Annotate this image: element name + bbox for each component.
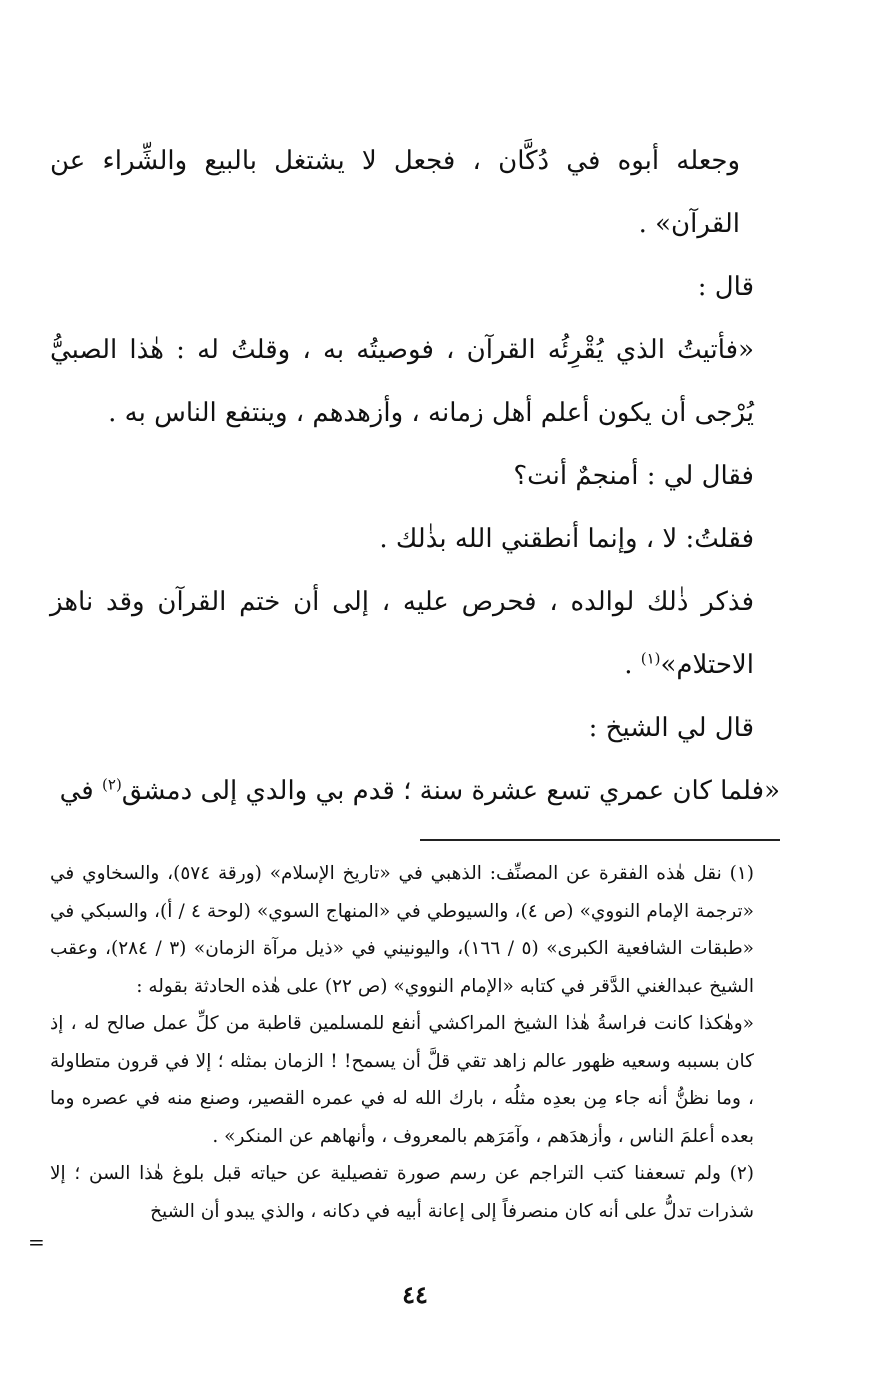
footnote-reference: (٢): [102, 775, 122, 794]
paragraph: قال :: [697, 272, 754, 302]
paragraph: «فأتيتُ الذي يُقْرِئُه القرآن ، فوصيتُه به ، وقلتُ له : هٰذا الصبيُّ يُرْجى أن يكون أعلم أهل زمانه ، وأزهدهم ، وينتفع الناس به .: [50, 335, 754, 428]
book-page: [28, 130, 780, 1360]
paragraph: فقال لي : أمنجمٌ أنت؟: [513, 461, 754, 491]
paragraph-text: «فلما كان عمري تسع عشرة سنة ؛ قدم بي والدي إلى دمشق: [121, 776, 780, 806]
footnote-separator: [420, 839, 780, 841]
paragraph: [50, 571, 780, 697]
footnote-reference: (١): [640, 649, 661, 668]
paragraph-end: .: [624, 650, 641, 680]
paragraph: قال لي الشيخ :: [588, 713, 754, 743]
paragraph: وجعله أبوه في دُكَّان ، فجعل لا يشتغل بالبيع والشِّراء عن القرآن» .: [50, 146, 740, 239]
footnote-2: (٢) ولم تسعفنا كتب التراجم عن رسم صورة تفصيلية عن حياته قبل بلوغ هٰذا السن ؛ إلا شذرات تدلُّ على أنه كان منصرفاً إلى إعانة أبيه في دكانه ، والذي يبدو أن الشيخ: [50, 1163, 754, 1222]
main-text: [50, 130, 780, 823]
paragraph-text: في: [59, 776, 103, 806]
footnote-1: (١) نقل هٰذه الفقرة عن المصنِّف: الذهبي في «تاريخ الإسلام» (ورقة ٥٧٤)، والسخاوي في «ترجمة الإمام النووي» (ص ٤)، والسيوطي في «المنهاج السوي» (لوحة ٤ / أ)، والسبكي في «طبقات الشافعية الكبرى» (٥ / ١٦٦)، واليونيني في «ذيل مرآة الزمان» (٣ / ٢٨٤)، وعقب الشيخ عبدالغني الدَّقر في كتابه «الإمام النووي» (ص ٢٢) على هٰذه الحادثة بقوله :: [50, 863, 754, 997]
paragraph: [50, 760, 780, 823]
page-number: ٤٤: [402, 1280, 428, 1309]
paragraph: فقلتُ: لا ، وإنما أنطقني الله بذٰلك .: [379, 524, 754, 554]
paragraph-text: فذكر ذٰلك لوالده ، فحرص عليه ، إلى أن ختم القرآن وقد ناهز الاحتلام»: [50, 587, 754, 680]
footnote-quote: «وهٰكذا كانت فراسةُ هٰذا الشيخ المراكشي أنفع للمسلمين قاطبة من كلِّ عمل صالح له ، إذ كان بسببه وسعيه ظهور عالم زاهد تقي قلَّ أن يسمح! ! الزمان بمثله ؛ إلا في قرون متطاولة ، وما نظنُّ أنه جاء مِن بعدِه مثلُه ، بارك الله له في عمره القصير، وصنع منه في عصره وما بعده أعلمَ الناس ، وأزهدَهم ، وآمَرَهم بالمعروف ، وأنهاهم عن المنكر» .: [50, 1013, 754, 1147]
continuation-mark: =: [28, 1230, 45, 1254]
footnotes: [50, 855, 780, 1230]
